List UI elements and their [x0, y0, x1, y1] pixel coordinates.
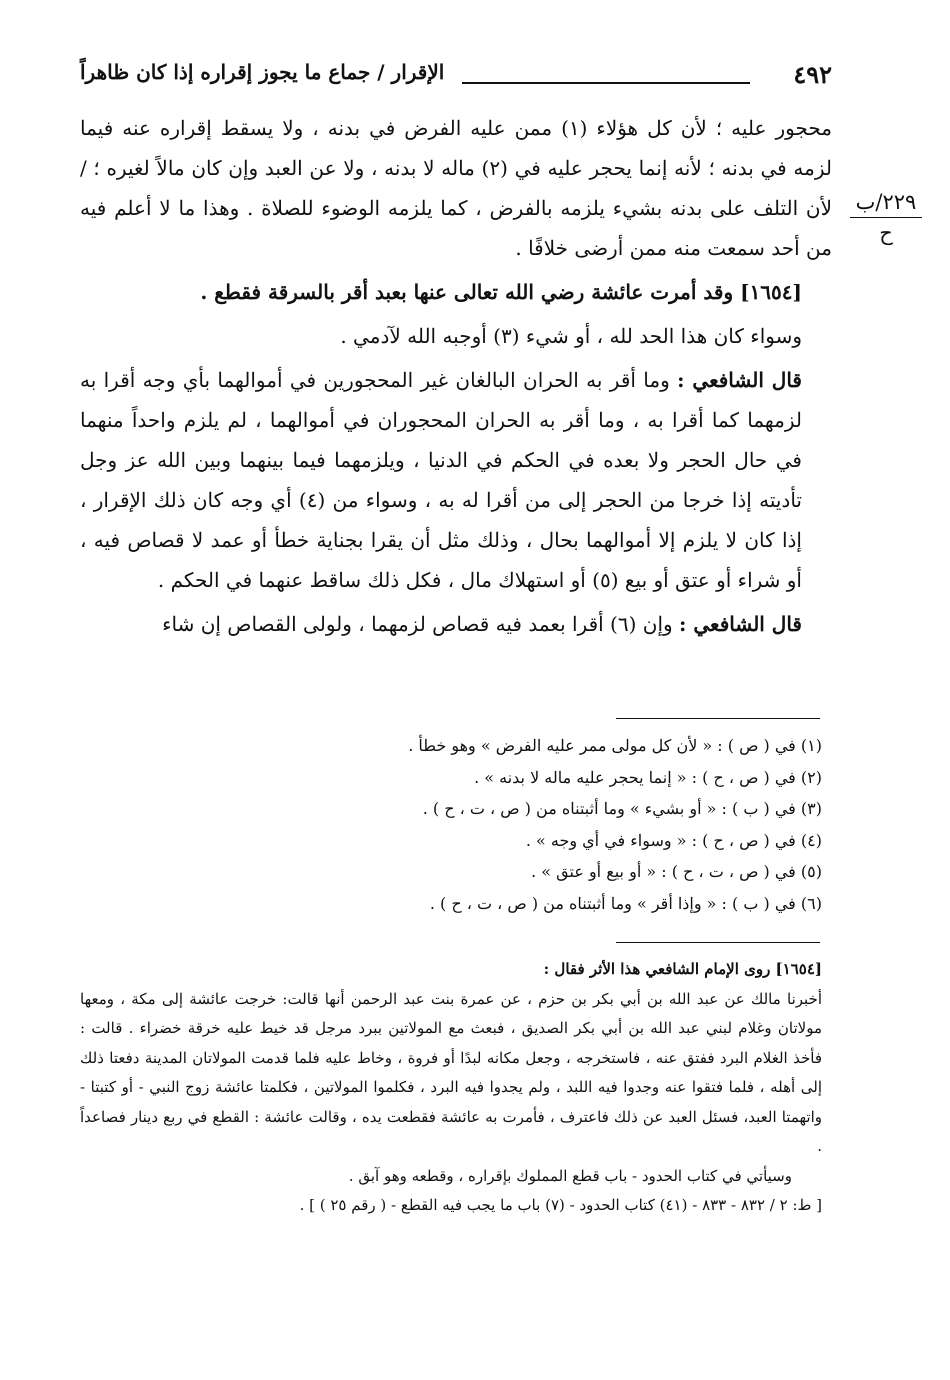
- page-number: ٤٩٢: [793, 60, 832, 89]
- margin-note-siglum: ح: [879, 221, 893, 245]
- paragraph-4-text: وما أقر به الحران البالغان غير المحجورين في أموالهما بأي وجه أقرا به لزمهما كما أقرا به ، وما أقر به الحران المحجوران في أموالهما ، لم يلزم واحداً منهما في حال الحجر ولا بعده في الحكم في الدنيا ، ويلزمهما فيما بينهما وبين الله عز وجل تأديته إذا خرجا من الحجر إلى من أقرا له به ، وسواء من (٤) أي وجه كان ذلك الإقرار ، إذا كان لا يلزم إلا أموالهما بحال ، وذلك مثل أن يقرا بجناية خطأ أو عمد لا قصاص فيه ، أو شراء أو عتق أو بيع (٥) أو استهلاك مال ، فكل ذلك ساقط عنهما في الحكم .: [80, 368, 802, 592]
- footnote-3: (٣) في ( ب ) : « أو بشيء » وما أثبتناه من ( ص ، ت ، ح ) .: [422, 799, 822, 818]
- commentary-source-ref: [ ط: ٢ / ٨٣٢ - ٨٣٣ - (٤١) كتاب الحدود - (٧) باب ما يجب فيه القطع - ( رقم ٢٥ ) ] .: [299, 1196, 822, 1214]
- paragraph-1: محجور عليه ؛ لأن كل هؤلاء (١) ممن عليه الفرض في بدنه ، ولا يسقط إقراره عنه فيما لزمه في بدنه ؛ لأنه إنما يحجر عليه في (٢) ماله لا بدنه ، ولا عن العبد وإن كان مالاً لغيره ؛ /لأن التلف على بدنه بشيء يلزمه بالفرض ، كما يلزمه الوضوء للصلاة . وهذا ما لا أعلم فيه من أحد سمعت منه ممن أرضى خلافًا .: [80, 116, 832, 260]
- speaker-label-2: قال الشافعي :: [679, 612, 802, 636]
- commentary-paragraph: أخبرنا مالك عن عبد الله بن أبي بكر بن حزم ، عن عمرة بنت عبد الرحمن أنها قالت: خرجت عائشة إلى مكة ، ومعها مولاتان وغلام لبني عبد الله بن أبي بكر الصديق ، فبعث مع المولاتين ببرد مرجل قد خيط عليه خرقة خضراء . قالت : فأخذ الغلام البرد ففتق عنه ، فاستخرجه ، وجعل مكانه لبدًا أو فروة ، وخاط عليه فلما قدمت المولاتان المدينة دفعتا ذلك إلى أهله ، فلما فتقوا عنه وجدوا فيه اللبد ، ولم يجدوا فيه البرد ، فكلموا المولاتين ، فكلمتا عائشة زوج النبي - أو كتبتا - واتهمتا العبد، فسئل العبد عن ذلك فاعترف ، فأمرت به عائشة فقطعت يده ، وقالت عائشة : القطع في ربع دينار فصاعداً .: [80, 989, 822, 1155]
- footnote-5: (٥) في ( ص ، ت ، ح ) : « أو بيع أو عتق » .: [531, 862, 822, 881]
- main-text: [80, 108, 832, 644]
- margin-note-folio: ٢٢٩/ب: [855, 190, 917, 214]
- commentary-heading: [١٦٥٤] روى الإمام الشافعي هذا الأثر فقال :: [543, 960, 822, 978]
- page-header: [80, 60, 832, 92]
- commentary-crossref: وسيأتي في كتاب الحدود - باب قطع المملوك بإقراره ، وقطعه وهو آبق .: [348, 1166, 792, 1185]
- commentary-rule: [616, 942, 820, 943]
- paragraph-5-text: وإن (٦) أقرا بعمد فيه قصاص لزمهما ، ولولى القصاص إن شاء: [162, 612, 673, 636]
- paragraph-athar-1654: [١٦٥٤] وقد أمرت عائشة رضي الله تعالى عنها بعبد أقر بالسرقة فقطع .: [200, 280, 802, 304]
- speaker-label: قال الشافعي :: [677, 368, 802, 392]
- paragraph-5: [80, 604, 832, 644]
- margin-manuscript-note: [846, 190, 926, 245]
- footnote-6: (٦) في ( ب ) : « وإذا أقر » وما أثبتناه من ( ص ، ت ، ح ) .: [429, 893, 822, 913]
- footnote-4: (٤) في ( ص ، ح ) : « وسواء في أي وجه » .: [525, 830, 822, 850]
- margin-note-rule: [850, 217, 922, 218]
- footnotes: [110, 730, 822, 919]
- paragraph-3: وسواء كان هذا الحد لله ، أو شيء (٣) أوجبه الله لآدمي .: [340, 324, 802, 348]
- footnote-rule: [616, 718, 820, 719]
- paragraph-4: [80, 360, 832, 600]
- running-title: الإقرار / جماع ما يجوز إقراره إذا كان ظاهراً: [80, 60, 445, 84]
- takhrij-commentary: [80, 955, 822, 1221]
- footnote-1: (١) في ( ص ) : « لأن كل مولى ممر عليه الفرض » وهو خطأ .: [408, 736, 822, 755]
- header-rule: [462, 82, 750, 84]
- footnote-2: (٢) في ( ص ، ح ) : « إنما يحجر عليه ماله لا بدنه » .: [474, 767, 822, 787]
